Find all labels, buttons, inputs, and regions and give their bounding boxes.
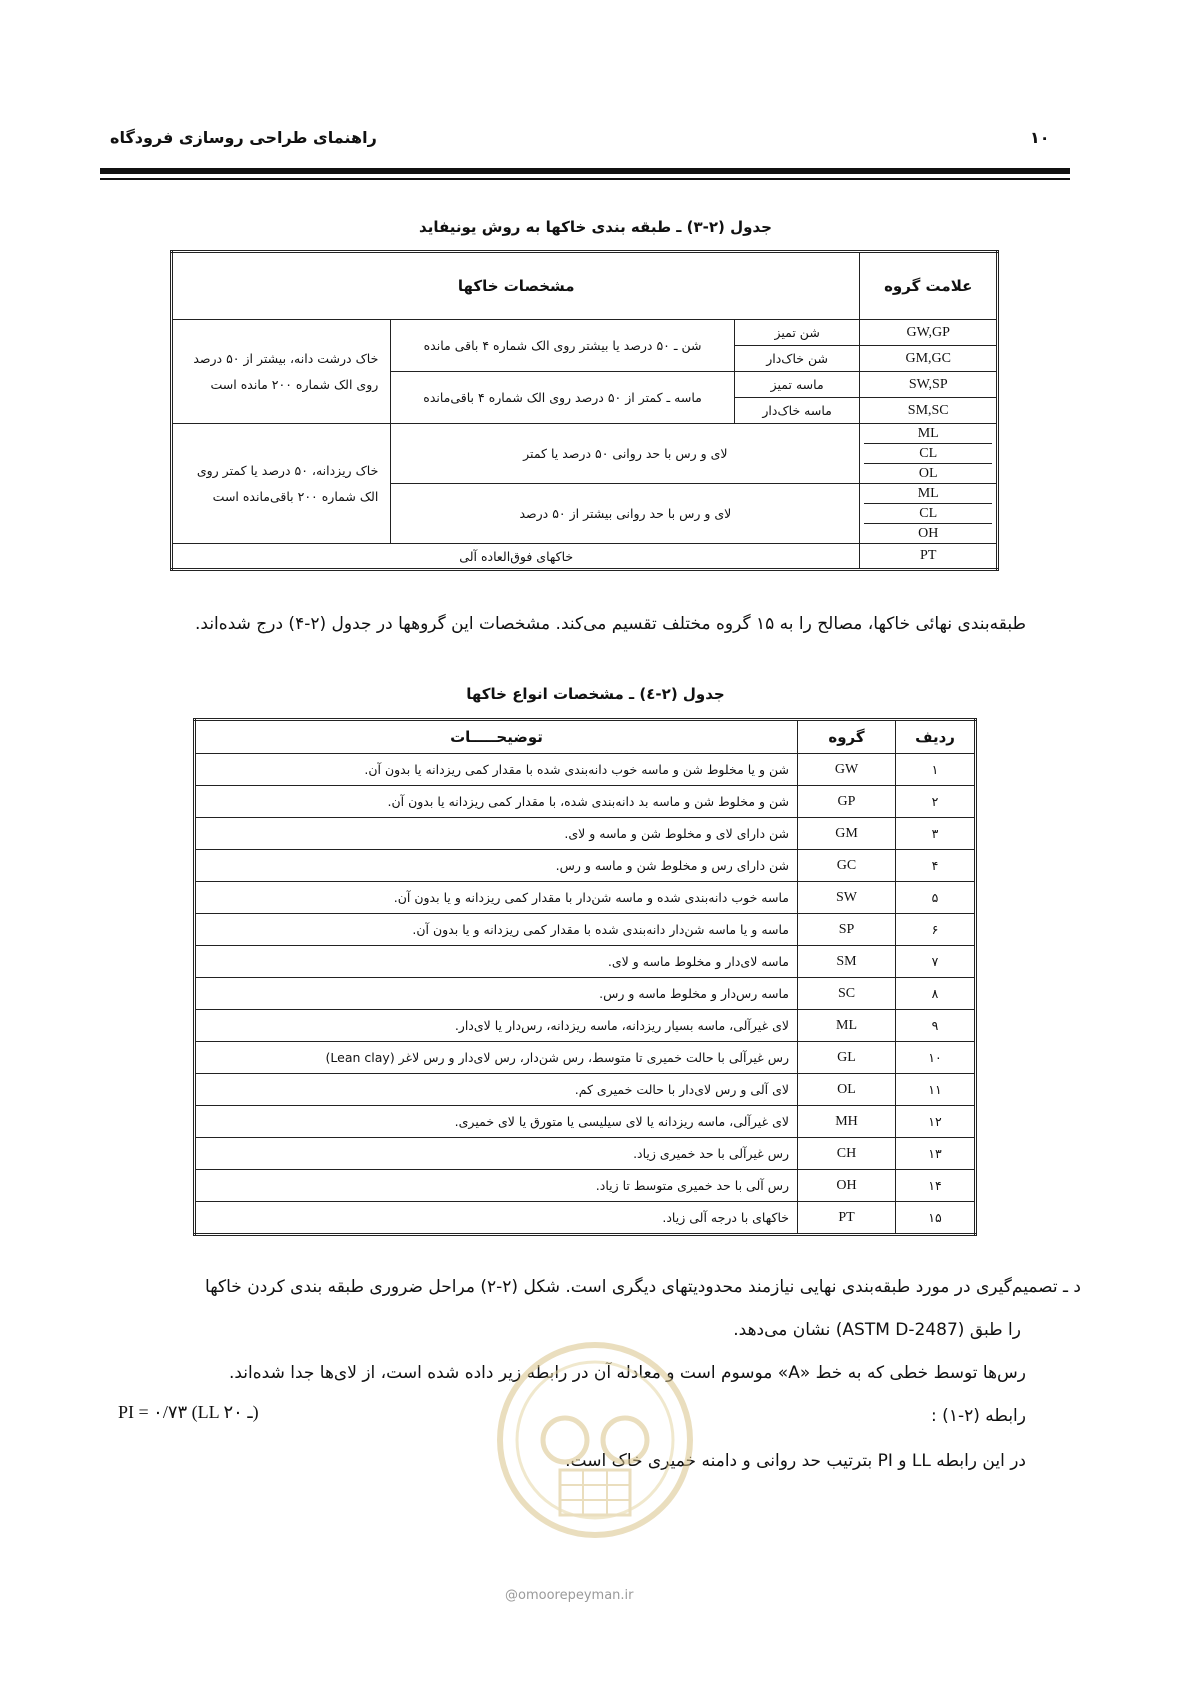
row-number: ۱ [896,754,976,786]
row-number: ۱۴ [896,1170,976,1202]
description: لای غیرآلی، ماسه بسیار ریزدانه، ماسه ریزدانه، رس‌دار یا لای‌دار. [195,1010,798,1042]
coarse-main-desc: خاک درشت دانه، بیشتر از ۵۰ درصد روی الک شماره ۲۰۰ مانده است [172,320,391,424]
watermark-url: @omoorepeyman.ir [505,1588,634,1603]
description: ماسه رس‌دار و مخلوط ماسه و رس. [195,978,798,1010]
table-row [195,946,976,978]
soil-types-body [195,754,976,1235]
table-row [172,320,998,346]
description: شن دارای رس و مخلوط شن و ماسه و رس. [195,850,798,882]
fine-high-symbols [860,484,998,544]
group-symbol: SW,SP [860,372,998,398]
fine-low-desc: لای و رس با حد روانی ۵۰ درصد یا کمتر [391,424,860,484]
group-symbol: CL [864,503,992,523]
table-row [195,1202,976,1235]
table-row [195,914,976,946]
group-code: OH [798,1170,896,1202]
group-code: GW [798,754,896,786]
row-number: ۱۵ [896,1202,976,1235]
paragraph-2-line-1: د ـ تصمیم‌گیری در مورد طبقه‌بندی نهایی نیازمند محدودیتهای دیگری است. شکل (۲-۲) مراحل ضروری طبقه بندی کردن خاکها [205,1277,1081,1297]
table-row [195,1106,976,1138]
table-row [172,544,998,570]
group-symbol: CL [864,443,992,463]
fine-low-symbols [860,424,998,484]
soil-name: ماسه خاک‌دار [734,398,860,424]
description: رس غیرآلی با حالت خمیری تا متوسط، رس شن‌دار، رس لای‌دار و رس لاغر (Lean clay) [195,1042,798,1074]
group-code: GC [798,850,896,882]
header-rule-thin [100,178,1070,180]
group-code: PT [798,1202,896,1235]
table-row [195,1010,976,1042]
description: شن دارای لای و مخلوط شن و ماسه و لای. [195,818,798,850]
group-code: GM [798,818,896,850]
table-header-row [195,720,976,754]
row-number: ۳ [896,818,976,850]
paragraph-2-line-2: را طبق (ASTM D-2487) نشان می‌دهد. [733,1320,1021,1340]
table-header-row [172,252,998,320]
organic-desc: خاکهای فوق‌العاده آلی [172,544,860,570]
row-number: ۸ [896,978,976,1010]
table-row [195,1138,976,1170]
group-symbol: GW,GP [860,320,998,346]
group-code: MH [798,1106,896,1138]
fine-high-desc: لای و رس با حد روانی بیشتر از ۵۰ درصد [391,484,860,544]
description: ماسه لای‌دار و مخلوط ماسه و لای. [195,946,798,978]
description: لای غیرآلی، ماسه ریزدانه یا لای سیلیسی یا متورق یا لای خمیری. [195,1106,798,1138]
table1-caption: جدول (۲-۳) ـ طبقه بندی خاکها به روش یونیفاید [419,218,772,236]
unified-classification-table [170,250,999,571]
table-row [195,882,976,914]
row-number: ۶ [896,914,976,946]
relation-label: رابطه (۲-۱) : [931,1406,1026,1426]
description: رس آلی با حد خمیری متوسط تا زیاد. [195,1170,798,1202]
header-props: مشخصات خاکها [172,252,860,320]
group-symbol: PT [860,544,998,570]
group-symbol: OL [864,463,992,483]
row-number: ۱۱ [896,1074,976,1106]
page-number: ۱۰ [1030,128,1050,147]
group-code: OL [798,1074,896,1106]
row-number: ۱۳ [896,1138,976,1170]
group-symbol: SM,SC [860,398,998,424]
soil-name: ماسه تمیز [734,372,860,398]
soil-types-table [193,718,977,1236]
description: شن و مخلوط شن و ماسه بد دانه‌بندی شده، با مقدار کمی ریزدانه یا بدون آن. [195,786,798,818]
table-row [195,818,976,850]
group-code: ML [798,1010,896,1042]
row-number: ۴ [896,850,976,882]
description: رس غیرآلی با حد خمیری زیاد. [195,1138,798,1170]
group-symbol: ML [917,426,939,441]
table-row [195,850,976,882]
header-description: توضیحـــــات [195,720,798,754]
formula: PI = ۰/۷۳ (LL ـ ۲۰) [118,1402,259,1422]
soil-name: شن تمیز [734,320,860,346]
group-symbol: GM,GC [860,346,998,372]
table-row [195,978,976,1010]
paragraph-4: در این رابطه LL و PI بترتیب حد روانی و دامنه خمیری خاک است. [565,1451,1026,1471]
group-symbol: OH [864,523,992,543]
table-row [195,1170,976,1202]
paragraph-1: طبقه‌بندی نهائی خاکها، مصالح را به ۱۵ گروه مختلف تقسیم می‌کند. مشخصات این گروهها در جدول (۲-۴) درج شده‌اند. [195,614,1026,634]
fine-main-desc: خاک ریزدانه، ۵۰ درصد یا کمتر روی الک شماره ۲۰۰ باقی‌مانده است [172,424,391,544]
table-row [195,1074,976,1106]
row-number: ۵ [896,882,976,914]
group-code: GP [798,786,896,818]
table-row [195,1042,976,1074]
description: خاکهای با درجه آلی زیاد. [195,1202,798,1235]
running-header-title: راهنمای طراحی روسازی فرودگاه [110,128,377,147]
description: شن و یا مخلوط شن و ماسه خوب دانه‌بندی شده با مقدار کمی ریزدانه یا بدون آن. [195,754,798,786]
group-symbol: ML [917,486,939,501]
header-group: گروه [798,720,896,754]
sand-desc: ماسه ـ کمتر از ۵۰ درصد روی الک شماره ۴ باقی‌مانده [391,372,735,424]
paragraph-3: رس‌ها توسط خطی که به خط «A» موسوم است و معادله آن در رابطه زیر داده شده است، از لای‌ها جدا شده‌اند. [228,1363,1026,1383]
description: ماسه و یا ماسه شن‌دار دانه‌بندی شده با مقدار کمی ریزدانه و یا بدون آن. [195,914,798,946]
watermark-logo [490,1330,700,1570]
row-number: ۱۲ [896,1106,976,1138]
table-row [172,424,998,484]
group-code: CH [798,1138,896,1170]
header-rule-thick [100,168,1070,174]
description: لای آلی و رس لای‌دار با حالت خمیری کم. [195,1074,798,1106]
table2-caption: جدول (۲-٤) ـ مشخصات انواع خاکها [466,685,725,703]
group-code: SM [798,946,896,978]
table-row [195,786,976,818]
row-number: ۹ [896,1010,976,1042]
row-number: ۷ [896,946,976,978]
soil-name: شن خاک‌دار [734,346,860,372]
gravel-desc: شن ـ ۵۰ درصد یا بیشتر روی الک شماره ۴ باقی مانده [391,320,735,372]
group-code: SC [798,978,896,1010]
header-row-number: ردیف [896,720,976,754]
group-code: GL [798,1042,896,1074]
row-number: ۱۰ [896,1042,976,1074]
header-symbol: علامت گروه [860,252,998,320]
row-number: ۲ [896,786,976,818]
group-code: SP [798,914,896,946]
description: ماسه خوب دانه‌بندی شده و ماسه شن‌دار با مقدار کمی ریزدانه و یا بدون آن. [195,882,798,914]
group-code: SW [798,882,896,914]
table-row [195,754,976,786]
